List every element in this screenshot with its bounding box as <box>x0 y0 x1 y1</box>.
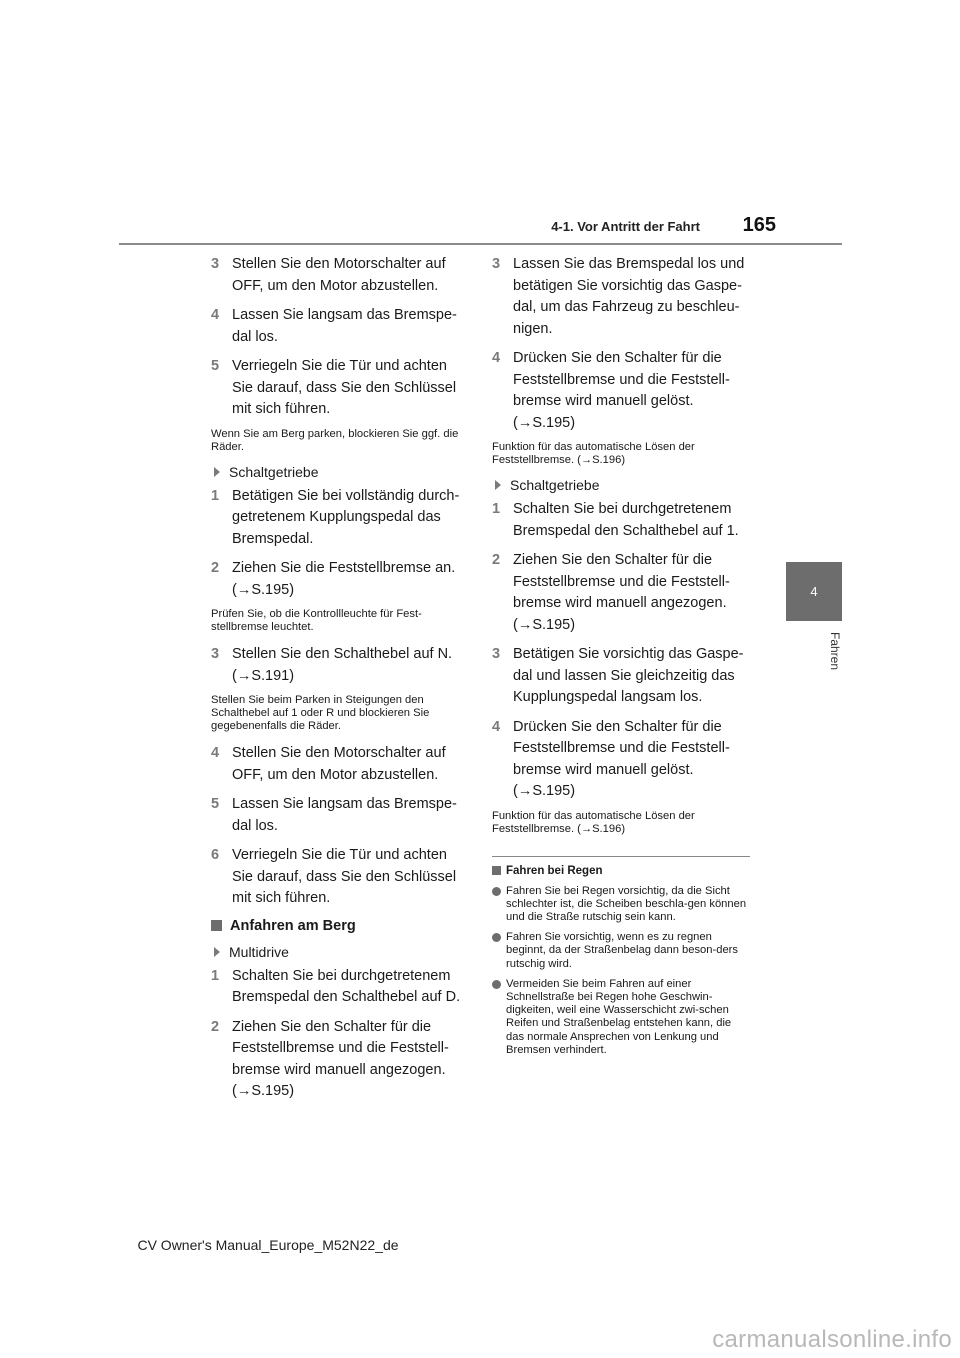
step-item <box>211 356 469 421</box>
step-text: Ziehen Sie den Schalter für die Feststellbremse und die Feststell-bremse wird manuell angezogen. (→S.195) <box>232 1018 449 1099</box>
note-text: Funktion für das automatische Lösen der Feststellbremse. (→S.196) <box>492 441 695 466</box>
note-text: Funktion für das automatische Lösen der Feststellbremse. (→S.196) <box>492 809 695 835</box>
step-number: 3 <box>492 256 501 272</box>
circle-bullet-icon <box>492 887 501 896</box>
subsection-label: Schaltgetriebe <box>510 477 600 493</box>
left-column <box>211 254 469 1111</box>
section-heading-label: Anfahren am Berg <box>230 917 356 934</box>
step-item <box>211 254 469 297</box>
step-number: 5 <box>211 358 220 374</box>
info-heading-label: Fahren bei Regen <box>506 864 603 877</box>
step-number: 1 <box>211 967 220 984</box>
step-text: Stellen Sie den Motorschalter auf OFF, um den Motor abzustellen. <box>232 745 446 783</box>
section-title: 4-1. Vor Antritt der Fahrt <box>551 219 700 234</box>
subsection-heading <box>492 477 750 493</box>
step-item <box>211 794 469 837</box>
note-text: Wenn Sie am Berg parken, blockieren Sie ggf. die Räder. <box>211 427 459 453</box>
note-text: Prüfen Sie, ob die Kontrollleuchte für Fest-stellbremse leuchtet. <box>211 608 422 633</box>
step-number: 2 <box>492 552 501 568</box>
chapter-number: 4 <box>810 584 818 599</box>
square-bullet-icon <box>492 866 501 875</box>
page-number: 165 <box>742 214 776 236</box>
step-item <box>211 486 469 551</box>
step-text: Schalten Sie bei durchgetretenem Bremspedal den Schalthebel auf D. <box>232 967 461 1005</box>
info-divider <box>492 856 750 857</box>
step-number: 6 <box>211 847 220 863</box>
subsection-label: Multidrive <box>229 943 289 960</box>
right-column <box>492 254 750 1064</box>
step-item <box>492 550 750 636</box>
step-item <box>492 644 750 709</box>
step-item <box>492 499 750 542</box>
step-number: 2 <box>211 1018 220 1035</box>
subsection-heading <box>211 464 469 480</box>
note-text: Stellen Sie beim Parken in Steigungen den Schalthebel auf 1 oder R und blockieren Sie gegebenenfalls die Räder. <box>211 694 430 732</box>
step-text: Drücken Sie den Schalter für die Feststellbremse und die Feststell-bremse wird manuell gelöst. (→S.195) <box>513 718 730 799</box>
subsection-heading <box>211 944 469 960</box>
step-number: 4 <box>211 307 220 323</box>
step-text: Verriegeln Sie die Tür und achten Sie darauf, dass Sie den Schlüssel mit sich führen. <box>232 358 457 417</box>
step-text: Lassen Sie langsam das Bremspe-dal los. <box>232 796 457 834</box>
step-item <box>211 743 469 786</box>
step-number: 2 <box>211 560 220 576</box>
step-text: Drücken Sie den Schalter für die Feststellbremse und die Feststell-bremse wird manuell gelöst. (→S.195) <box>513 350 730 431</box>
section-heading <box>211 918 469 934</box>
step-text: Ziehen Sie den Schalter für die Feststellbremse und die Feststell-bremse wird manuell angezogen. (→S.195) <box>513 552 730 633</box>
step-number: 4 <box>492 718 501 735</box>
step-number: 4 <box>211 745 220 761</box>
step-number: 3 <box>211 256 220 272</box>
step-text: Stellen Sie den Motorschalter auf OFF, um den Motor abzustellen. <box>232 256 446 294</box>
list-item-text: Fahren Sie bei Regen vorsichtig, da die Sicht schlechter ist, die Scheiben beschla-gen können und die Straße rutschig sein kann. <box>506 884 747 923</box>
step-number: 3 <box>211 646 220 662</box>
step-item <box>211 305 469 348</box>
step-text: Verriegeln Sie die Tür und achten Sie darauf, dass Sie den Schlüssel mit sich führen. <box>232 847 457 906</box>
list-item-text: Fahren Sie vorsichtig, wenn es zu regnen beginnt, da der Straßenbelag dann beson-ders rutschig wird. <box>506 931 738 970</box>
step-text: Betätigen Sie vorsichtig das Gaspe-dal und lassen Sie gleichzeitig das Kupplungspedal langsam los. <box>513 646 744 705</box>
step-number: 1 <box>211 487 220 504</box>
chapter-label: Fahren <box>828 632 842 671</box>
step-item <box>492 348 750 434</box>
chapter-tab <box>786 562 842 621</box>
step-item <box>211 644 469 687</box>
step-text: Ziehen Sie die Feststellbremse an. (→S.195) <box>232 560 456 598</box>
step-item <box>211 558 469 601</box>
circle-bullet-icon <box>492 933 501 942</box>
list-item <box>492 931 750 971</box>
triangle-bullet-icon <box>214 467 220 477</box>
step-item <box>492 254 750 340</box>
step-number: 3 <box>492 646 501 662</box>
triangle-bullet-icon <box>495 480 501 490</box>
step-text: Stellen Sie den Schalthebel auf N. (→S.191) <box>232 646 453 684</box>
step-item <box>211 845 469 910</box>
list-item-text: Vermeiden Sie beim Fahren auf einer Schnellstraße bei Regen hohe Geschwin-digkeiten, weil eine Wasserschicht zwi-schen Reifen und Straßenbelag entstehen kann, die das normale Ansprechen von Lenkung und Bremsen verhindert. <box>506 977 732 1056</box>
step-item <box>211 966 469 1009</box>
square-bullet-icon <box>211 920 222 931</box>
step-text: Betätigen Sie bei vollständig durch-getretenem Kupplungspedal das Bremspedal. <box>232 487 460 547</box>
watermark: carmanualsonline.info <box>712 1326 952 1353</box>
subsection-label: Schaltgetriebe <box>229 463 319 480</box>
step-number: 4 <box>492 350 501 366</box>
step-number: 1 <box>492 501 501 517</box>
step-text: Lassen Sie langsam das Bremspe-dal los. <box>232 307 457 345</box>
info-heading <box>492 865 750 877</box>
step-item <box>492 717 750 803</box>
header-divider <box>119 243 842 245</box>
list-item <box>492 978 750 1057</box>
step-number: 5 <box>211 796 220 812</box>
step-text: Schalten Sie bei durchgetretenem Bremspedal den Schalthebel auf 1. <box>513 501 739 539</box>
step-text: Lassen Sie das Bremspedal los und betätigen Sie vorsichtig das Gaspe-dal, um das Fahrzeug zu beschleu-nigen. <box>513 256 745 337</box>
circle-bullet-icon <box>492 980 501 989</box>
step-item <box>211 1017 469 1103</box>
document-footer: CV Owner's Manual_Europe_M52N22_de <box>137 1237 399 1253</box>
list-item <box>492 885 750 925</box>
triangle-bullet-icon <box>214 947 220 957</box>
